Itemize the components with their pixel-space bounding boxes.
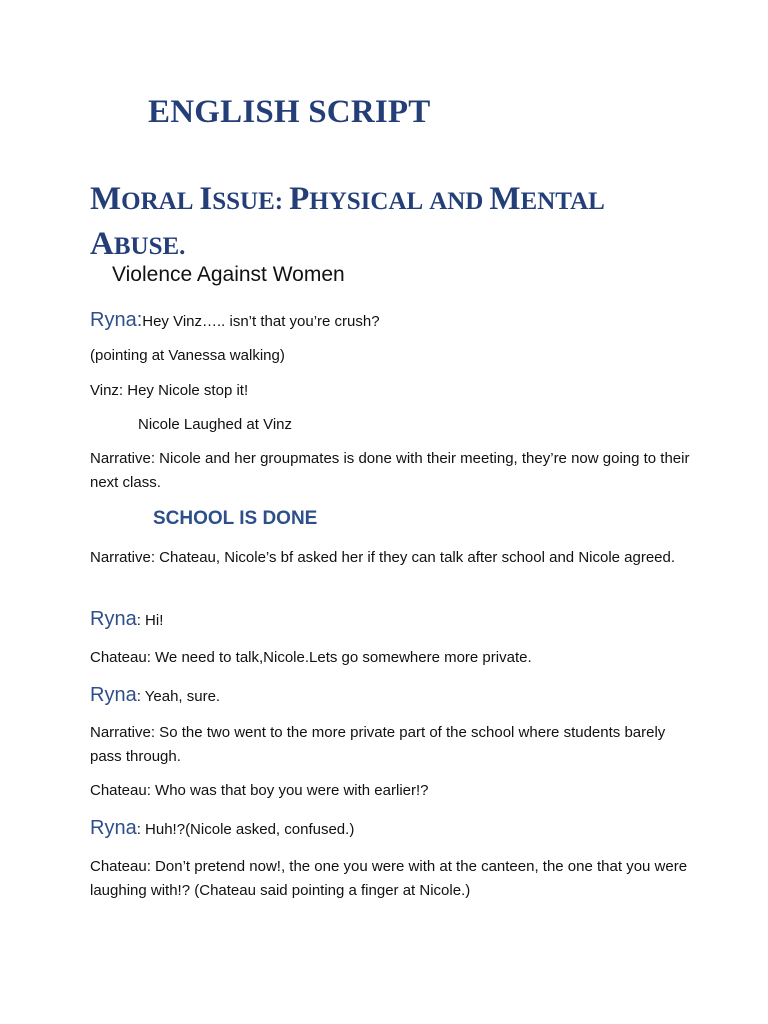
heading-w6-rest: BUSE. [113, 233, 186, 260]
heading-w3-cap: P [289, 181, 310, 217]
script-line-8: Chateau: We need to talk,Nicole.Lets go somewhere more private. [90, 649, 532, 666]
heading-w2-cap: I [199, 181, 213, 217]
script-line-7 [90, 607, 690, 633]
heading-w3-rest: HYSICAL [309, 188, 424, 215]
speaker-label: Ryna: [90, 309, 143, 331]
moral-issue-heading [90, 178, 730, 268]
dialogue-text: : Hi! [136, 612, 164, 629]
section-heading: SCHOOL IS DONE [153, 508, 318, 529]
heading-w6-cap: A [90, 226, 114, 262]
speaker-label: Ryna [90, 608, 137, 630]
script-line-2: (pointing at Vanessa walking) [90, 347, 285, 364]
script-line-5: Narrative: Nicole and her groupmates is done with their meeting, they’re now going to their next class. [90, 450, 690, 491]
script-line-10: Narrative: So the two went to the more private part of the school where students barely pass through. [90, 724, 666, 765]
dialogue-text: : Huh!?(Nicole asked, confused.) [136, 821, 355, 838]
heading-w4: AND [429, 188, 484, 215]
dialogue-text: Hey Vinz….. isn’t that you’re crush? [142, 313, 380, 330]
subtitle: Violence Against Women [112, 263, 345, 286]
script-line-4: Nicole Laughed at Vinz [138, 416, 292, 433]
script-line-11: Chateau: Who was that boy you were with earlier!? [90, 782, 429, 799]
heading-w5-rest: ENTAL [520, 188, 605, 215]
script-line-12 [90, 816, 690, 842]
script-line-3: Vinz: Hey Nicole stop it! [90, 382, 249, 399]
script-line-9 [90, 683, 690, 709]
script-line-13: Chateau: Don’t pretend now!, the one you were with at the canteen, the one that you were laughing with!? (Chateau said pointing a finger at Nicole.) [90, 858, 688, 899]
document-title: ENGLISH SCRIPT [148, 94, 431, 130]
dialogue-text: : Yeah, sure. [136, 688, 221, 705]
speaker-label: Ryna [90, 817, 137, 839]
script-line-1 [90, 308, 690, 334]
heading-w1-cap: M [90, 181, 122, 217]
script-line-6: Narrative: Chateau, Nicole’s bf asked her if they can talk after school and Nicole agreed. [90, 549, 676, 566]
heading-w2-rest: SSUE: [212, 188, 284, 215]
heading-w5-cap: M [489, 181, 521, 217]
speaker-label: Ryna [90, 684, 137, 706]
heading-w1-rest: ORAL [121, 188, 194, 215]
